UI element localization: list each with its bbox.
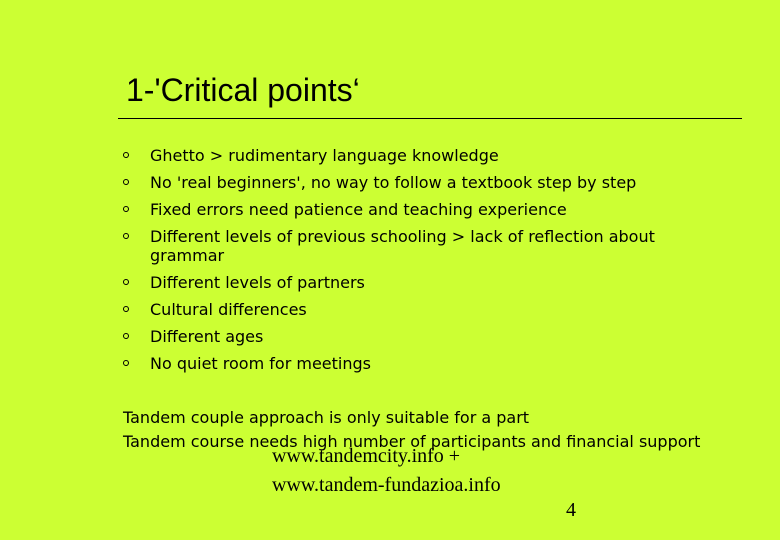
bullet-item	[122, 273, 732, 292]
bullet-text: Different levels of partners	[150, 273, 365, 292]
bullet-circle-icon	[123, 152, 129, 158]
bullet-circle-icon	[123, 333, 129, 339]
note-couple-approach: Tandem couple approach is only suitable for a part	[123, 408, 530, 427]
bullet-text: Ghetto > rudimentary language knowledge	[150, 146, 499, 165]
bullet-item	[122, 173, 732, 192]
bullet-circle-icon	[123, 360, 129, 366]
bullet-item	[122, 300, 732, 319]
bullet-circle-icon	[123, 279, 129, 285]
bullet-text: Fixed errors need patience and teaching experience	[150, 200, 567, 219]
slide-title: 1-'Critical points‘	[126, 72, 360, 108]
bullet-circle-icon	[123, 233, 129, 239]
bullet-text: Different levels of previous schooling > lack of reflection about grammar	[150, 227, 655, 265]
title-divider	[118, 118, 742, 119]
bullet-item	[122, 200, 732, 219]
bullet-text: No 'real beginners', no way to follow a textbook step by step	[150, 173, 637, 192]
bullet-circle-icon	[123, 179, 129, 185]
bullet-circle-icon	[123, 306, 129, 312]
bullet-text: No quiet room for meetings	[150, 354, 371, 373]
slide-number: 4	[566, 499, 576, 521]
bullet-item	[122, 327, 732, 346]
bullet-item	[122, 227, 732, 265]
bullet-text: Different ages	[150, 327, 264, 346]
bullet-text: Cultural differences	[150, 300, 307, 319]
bullet-list	[122, 146, 732, 381]
bullet-item	[122, 146, 732, 165]
bullet-item	[122, 354, 732, 373]
footer-url: www.tandemcity.info + www.tandem-fundazioa.info	[272, 445, 501, 496]
note-course-needs: Tandem course needs high number of participants and financial support	[123, 432, 701, 451]
bullet-circle-icon	[123, 206, 129, 212]
